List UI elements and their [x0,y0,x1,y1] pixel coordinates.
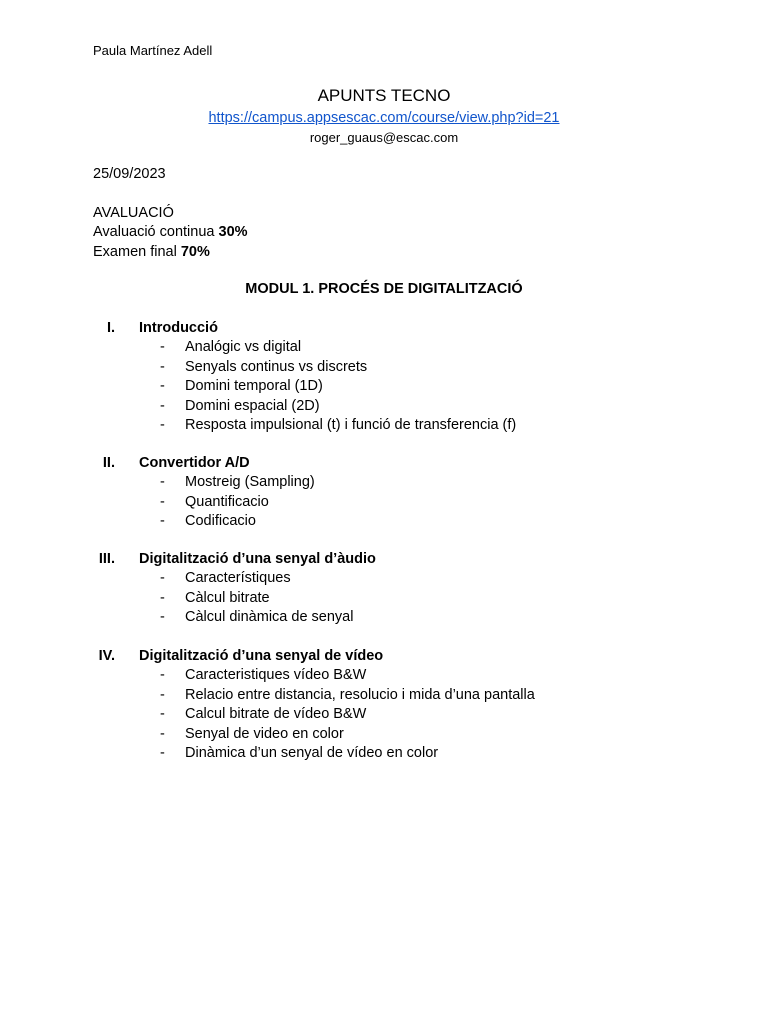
list-dash: - [160,339,165,356]
list-item-text: Analógic vs digital [185,339,302,356]
list-dash: - [160,513,165,530]
list-dash: - [160,686,165,703]
author-name: Paula Martínez Adell [93,43,213,58]
list-dash: - [160,493,165,510]
evaluation-exam-value: 70% [180,244,210,260]
list-item-text: Càlcul bitrate [185,589,270,606]
list-dash: - [160,416,165,433]
evaluation-heading: AVALUACIÓ [93,205,174,221]
evaluation-continuous-label: Avaluació continua [93,224,215,240]
list-dash: - [160,744,165,761]
list-item-text: Dinàmica d’un senyal de vídeo en color [185,744,439,761]
section-title: Convertidor A/D [139,455,250,471]
section-number: III. [98,551,115,567]
list-item-text: Relacio entre distancia, resolucio i mida d’una pantalla [185,686,535,703]
section-title: Digitalització d’una senyal d’àudio [139,551,376,567]
list-item-text: Característiques [185,570,291,587]
list-item-text: Mostreig (Sampling) [185,474,315,491]
list-item-text: Calcul bitrate de vídeo B&W [185,706,367,723]
list-dash: - [160,397,165,414]
evaluation-continuous [93,224,248,240]
list-dash: - [160,725,165,742]
section-number: I. [106,320,115,336]
list-dash: - [160,667,165,684]
contact-email: roger_guaus@escac.com [309,130,459,145]
list-dash: - [160,609,165,626]
list-item-text: Resposta impulsional (t) i funció de transferencia (f) [185,416,517,433]
section-number: IV. [98,648,115,664]
list-item-text: Senyal de video en color [185,725,344,742]
section-number: II. [102,455,115,471]
list-item-text: Domini espacial (2D) [185,397,320,414]
date: 25/09/2023 [93,166,166,182]
evaluation-exam [93,244,210,260]
document-title: APUNTS TECNO [317,86,451,105]
list-dash: - [160,474,165,491]
evaluation-continuous-value: 30% [218,224,248,240]
section-title: Introducció [139,320,218,336]
list-dash: - [160,358,165,375]
list-item-text: Quantificacio [185,493,269,510]
list-item-text: Caracteristiques vídeo B&W [185,667,367,684]
list-dash: - [160,570,165,587]
module-heading: MODUL 1. PROCÉS DE DIGITALITZACIÓ [245,281,523,297]
list-item-text: Senyals continus vs discrets [185,358,368,375]
list-dash: - [160,589,165,606]
list-item-text: Codificacio [185,513,256,530]
course-link[interactable]: https://campus.appsescac.com/course/view.php?id=21 [208,110,560,126]
list-item-text: Domini temporal (1D) [185,378,323,395]
section-title: Digitalització d’una senyal de vídeo [139,648,384,664]
list-dash: - [160,378,165,395]
list-item-text: Càlcul dinàmica de senyal [185,609,354,626]
evaluation-exam-label: Examen final [93,244,177,260]
list-dash: - [160,706,165,723]
